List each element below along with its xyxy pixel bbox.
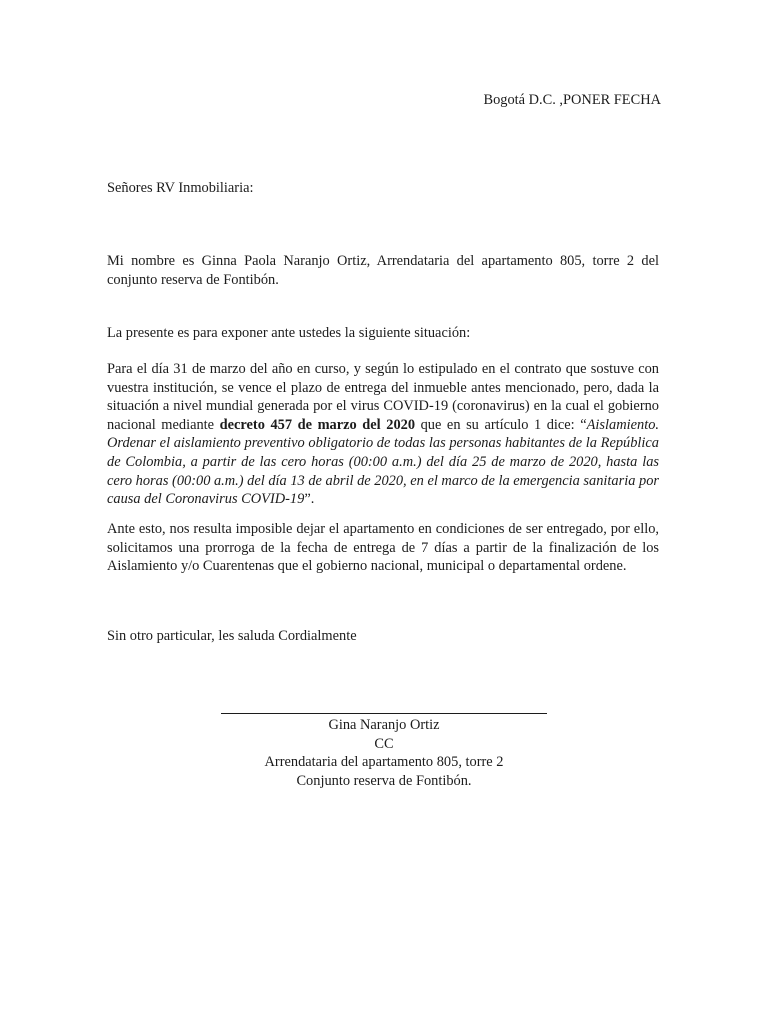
addressee: Señores RV Inmobiliaria: [107,180,254,196]
closing-line: Sin otro particular, les saluda Cordialmente [107,628,357,644]
intro-paragraph: Mi nombre es Ginna Paola Naranjo Ortiz, Arrendataria del apartamento 805, torre 2 del conjunto reserva de Fontibón. [107,253,659,288]
signer-id-label: CC [374,735,394,752]
purpose-paragraph: La presente es para exponer ante ustedes la siguiente situación: [107,325,471,341]
signer-name: Gina Naranjo Ortiz [328,717,440,733]
situation-intro: Para el día 31 de marzo del año en curso, y según lo estipulado en el contrato que sostuve con vuestra institución, se vence el plazo de entrega del inmueble antes mencionado, pero, dada la situación a nivel mundial generada por el virus COVID-19 (coronavirus) en la cual el gobierno nacional mediante [107,361,659,433]
date-line: Bogotá D.C. ,PONER FECHA [483,92,661,108]
request-paragraph: Ante esto, nos resulta imposible dejar el apartamento en condiciones de ser entregado, por ello, solicitamos una prorroga de la fecha de entrega de 7 días a partir de la finalización de los Aislamiento y/o Cuarentenas que el gobierno nacional, municipal o departamental ordene. [107,521,659,575]
decree-quote: Aislamiento. Ordenar el aislamiento preventivo obligatorio de todas las personas habitantes de la República de Colombia, a partir de las cero horas (00:00 a.m.) del día 25 de marzo de 2020, hasta las cero horas (00:00 a.m.) del día 13 de abril de 2020, en el marco de la emergencia sanitaria por causa del Coronavirus COVID-19 [107,416,659,508]
quote-close: ”. [304,491,315,508]
situation-after-decree: que en su artículo 1 dice: “ [415,416,587,433]
decree-reference: decreto 457 de marzo del 2020 [219,416,416,433]
signer-role: Arrendataria del apartamento 805, torre 2 [264,754,504,771]
signature-block [221,716,547,790]
signature-line [221,713,547,714]
signer-complex: Conjunto reserva de Fontibón. [296,772,472,789]
situation-paragraph [107,360,659,509]
